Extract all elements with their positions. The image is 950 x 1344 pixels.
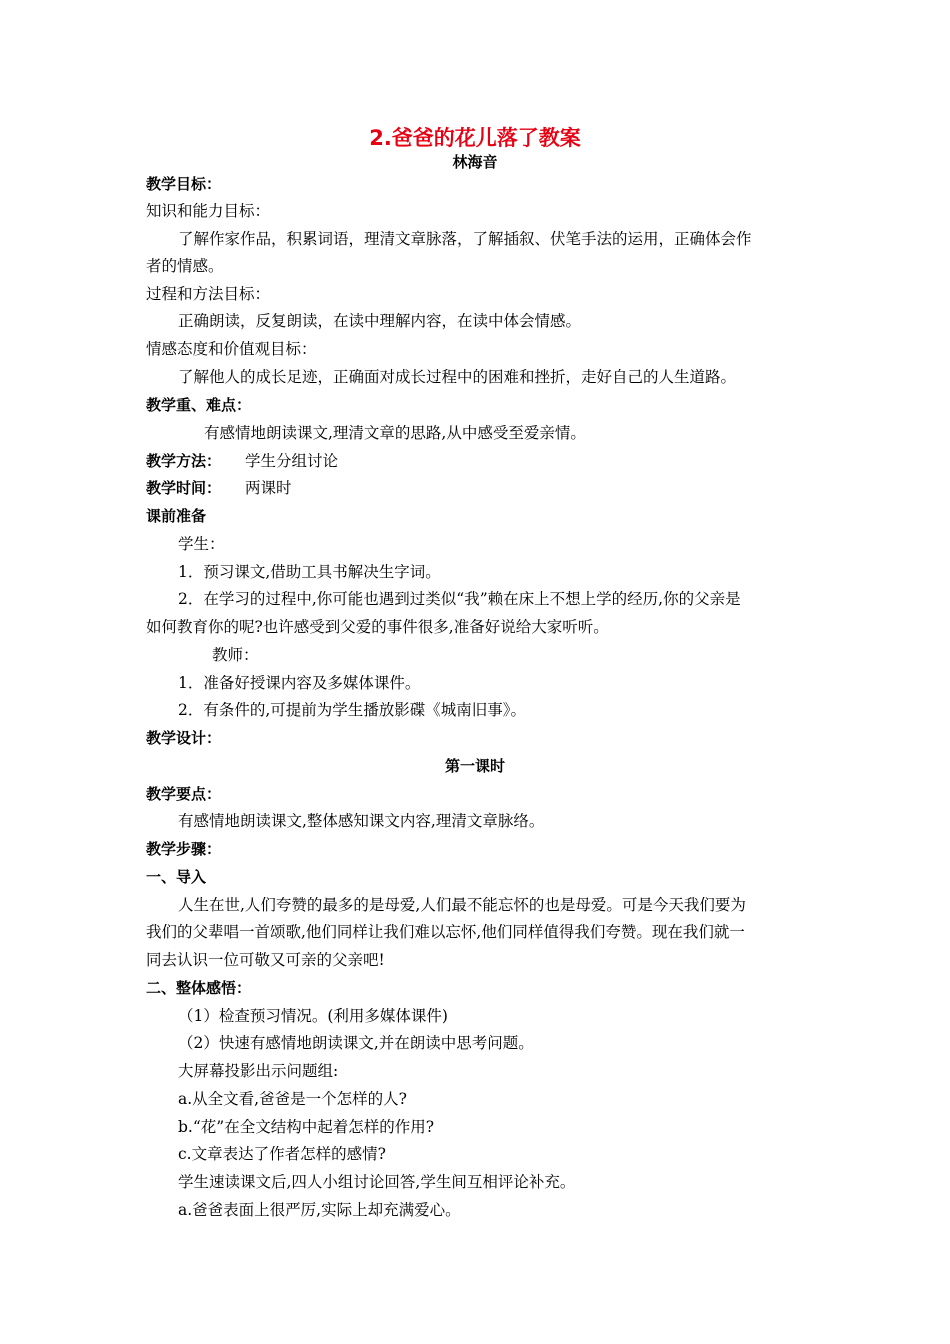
question-item: c.文章表达了作者怎样的感情? bbox=[178, 1145, 386, 1163]
list-item: 2．在学习的过程中,你可能也遇到过类似“我”赖在床上不想上学的经历,你的父亲是 bbox=[178, 590, 741, 608]
paragraph-line: 大屏幕投影出示问题组: bbox=[178, 1062, 339, 1080]
list-item: （2）快速有感情地朗读课文,并在朗读中思考问题。 bbox=[178, 1034, 534, 1052]
document-title: 2.爸爸的花儿落了教案 bbox=[369, 126, 581, 150]
teaching-method-value: 学生分组讨论 bbox=[245, 452, 339, 470]
paragraph-line: 我们的父辈唱一首颂歌,他们同样让我们难以忘怀,他们同样值得我们夸赞。现在我们就一 bbox=[146, 923, 745, 941]
list-item: 2．有条件的,可提前为学生播放影碟《城南旧事》。 bbox=[178, 701, 527, 719]
question-item: b.“花”在全文结构中起着怎样的作用? bbox=[178, 1118, 435, 1136]
question-item: a.从全文看,爸爸是一个怎样的人? bbox=[178, 1090, 407, 1108]
paragraph-line: 人生在世,人们夸赞的最多的是母爱,人们最不能忘怀的也是母爱。可是今天我们要为 bbox=[178, 896, 746, 914]
heading-teaching-method: 教学方法： bbox=[146, 452, 222, 470]
document-author: 林海音 bbox=[452, 153, 498, 171]
teaching-time-value: 两课时 bbox=[245, 479, 292, 497]
heading-teaching-design: 教学设计： bbox=[146, 729, 222, 747]
heading-introduction: 一、导入 bbox=[146, 868, 207, 886]
subheading-knowledge-goals: 知识和能力目标： bbox=[146, 202, 271, 220]
heading-teaching-essentials: 教学要点： bbox=[146, 785, 222, 803]
paragraph-line: 有感情地朗读课文,整体感知课文内容,理清文章脉络。 bbox=[178, 812, 545, 830]
subheading-students: 学生： bbox=[178, 535, 225, 553]
heading-teaching-goals: 教学目标： bbox=[146, 175, 222, 193]
heading-overall-perception: 二、整体感悟： bbox=[146, 979, 252, 997]
paragraph-line: 如何教育你的呢?也许感受到父爱的事件很多,准备好说给大家听听。 bbox=[146, 618, 609, 636]
paragraph-line: 正确朗读，反复朗读，在读中理解内容，在读中体会情感。 bbox=[178, 312, 582, 330]
heading-preparation: 课前准备 bbox=[146, 507, 207, 525]
paragraph-line: 同去认识一位可敬又可亲的父亲吧! bbox=[146, 951, 385, 969]
paragraph-line: 有感情地朗读课文,理清文章的思路,从中感受至爱亲情。 bbox=[204, 424, 586, 442]
heading-key-points: 教学重、难点： bbox=[146, 396, 252, 414]
list-item: （1）检查预习情况。(利用多媒体课件) bbox=[178, 1007, 448, 1025]
subheading-emotion-goals: 情感态度和价值观目标： bbox=[146, 340, 317, 358]
answer-item: a.爸爸表面上很严厉,实际上却充满爱心。 bbox=[178, 1201, 461, 1219]
heading-first-lesson: 第一课时 bbox=[444, 757, 505, 775]
heading-teaching-steps: 教学步骤： bbox=[146, 840, 222, 858]
list-item: 1．准备好授课内容及多媒体课件。 bbox=[178, 674, 421, 692]
paragraph-line: 了解作家作品，积累词语，理清文章脉落，了解插叙、伏笔手法的运用，正确体会作 bbox=[178, 230, 752, 248]
subheading-process-goals: 过程和方法目标： bbox=[146, 285, 271, 303]
paragraph-line: 学生速读课文后,四人小组讨论回答,学生间互相评论补充。 bbox=[178, 1173, 576, 1191]
paragraph-line: 者的情感。 bbox=[146, 257, 224, 275]
heading-teaching-time: 教学时间： bbox=[146, 479, 222, 497]
list-item: 1．预习课文,借助工具书解决生字词。 bbox=[178, 563, 441, 581]
subheading-teacher: 教师： bbox=[212, 646, 259, 664]
paragraph-line: 了解他人的成长足迹，正确面对成长过程中的困难和挫折，走好自己的人生道路。 bbox=[178, 368, 737, 386]
